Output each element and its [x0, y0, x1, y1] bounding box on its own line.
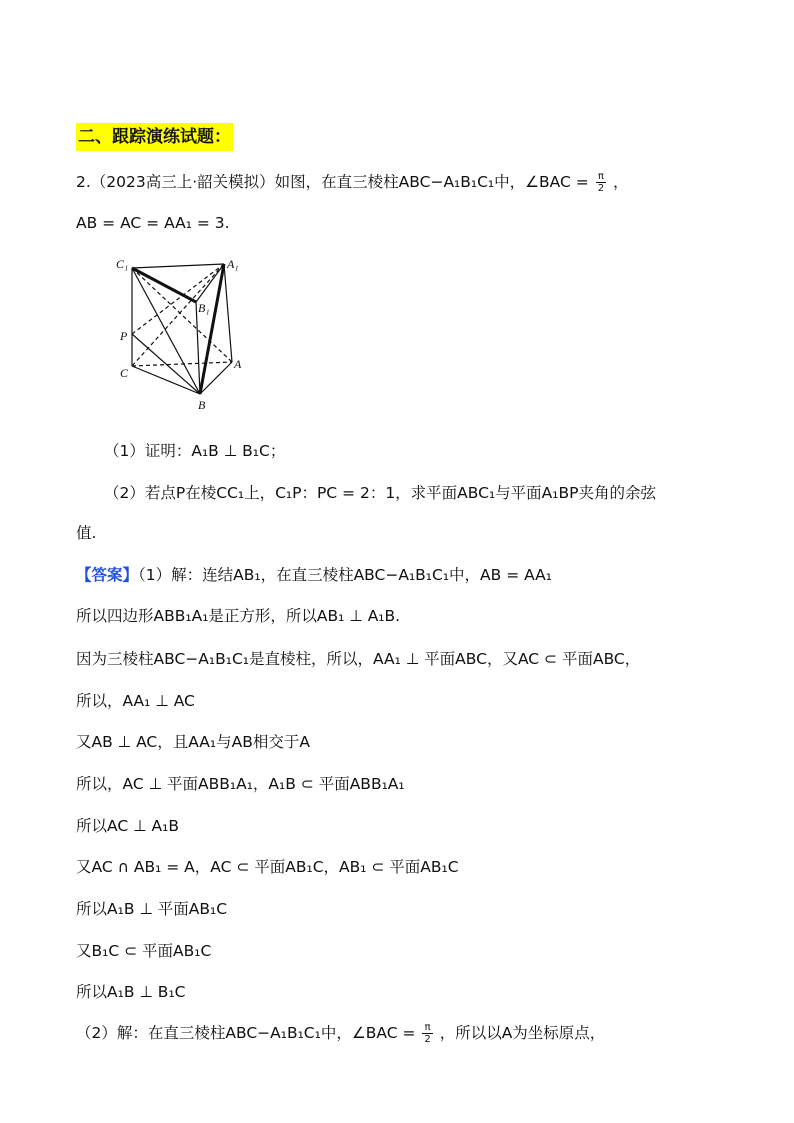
answer-line-5: 又AB ⊥ AC，且AA₁与AB相交于A [76, 733, 310, 751]
label-c: C [120, 366, 129, 380]
answer-line-10: 又B₁C ⊂ 平面AB₁C [76, 942, 212, 960]
answer-label: 【答案】 [76, 566, 139, 584]
answer-line-2: 所以四边形ABB₁A₁是正方形，所以AB₁ ⊥ A₁B. [76, 607, 401, 625]
answer-line-7: 所以AC ⊥ A₁B [76, 817, 179, 835]
problem-line-1 [76, 171, 629, 194]
answer-line-12-prefix: （2）解：在直三棱柱ABC−A₁B₁C₁中，∠BAC = [76, 1024, 416, 1042]
answer-line-8: 又AC ∩ AB₁ = A，AC ⊂ 平面AB₁C，AB₁ ⊂ 平面AB₁C [76, 858, 459, 876]
question-1: （1）证明：A₁B ⊥ B₁C； [104, 442, 286, 460]
fraction-pi-over-2-answer [422, 1022, 432, 1045]
fraction-denominator: 2 [597, 183, 605, 194]
fraction-pi-over-2 [596, 171, 606, 194]
problem-line-2: AB = AC = AA₁ = 3. [76, 214, 230, 232]
fraction-numerator: π [596, 171, 606, 183]
prism-figure [112, 254, 252, 414]
label-a1: A₁ [227, 257, 239, 271]
label-a: A [234, 357, 242, 371]
problem-line-1-suffix: ， [613, 173, 629, 191]
question-2-line-2: 值. [76, 524, 97, 542]
fraction-numerator: π [422, 1022, 432, 1034]
answer-line-4: 所以，AA₁ ⊥ AC [76, 692, 195, 710]
answer-line-11: 所以A₁B ⊥ B₁C [76, 983, 186, 1001]
answer-line-6: 所以，AC ⊥ 平面ABB₁A₁，A₁B ⊂ 平面ABB₁A₁ [76, 775, 405, 793]
label-b1: B₁ [198, 301, 210, 315]
fraction-denominator: 2 [424, 1034, 431, 1045]
answer-line-1-text: （1）解：连结AB₁，在直三棱柱ABC−A₁B₁C₁中，AB = AA₁ [138, 566, 552, 584]
question-2-line-1: （2）若点P在棱CC₁上，C₁P：PC = 2：1，求平面ABC₁与平面A₁BP夹角的余弦 [104, 484, 656, 502]
answer-line-3: 因为三棱柱ABC−A₁B₁C₁是直棱柱，所以，AA₁ ⊥ 平面ABC，又AC ⊂ 平面ABC， [76, 650, 641, 668]
answer-line-12 [76, 1022, 605, 1045]
label-p: P [120, 329, 128, 343]
problem-line-1-prefix: 2.（2023高三上·韶关模拟）如图，在直三棱柱ABC−A₁B₁C₁中，∠BAC = [76, 173, 589, 191]
answer-line-9: 所以A₁B ⊥ 平面AB₁C [76, 900, 228, 918]
label-c1: C₁ [116, 257, 129, 271]
answer-line-12-suffix: ，所以以A为坐标原点， [439, 1024, 606, 1042]
answer-line-1 [76, 564, 552, 586]
section-heading: 二、跟踪演练试题： [76, 123, 233, 151]
label-b: B [198, 398, 206, 412]
